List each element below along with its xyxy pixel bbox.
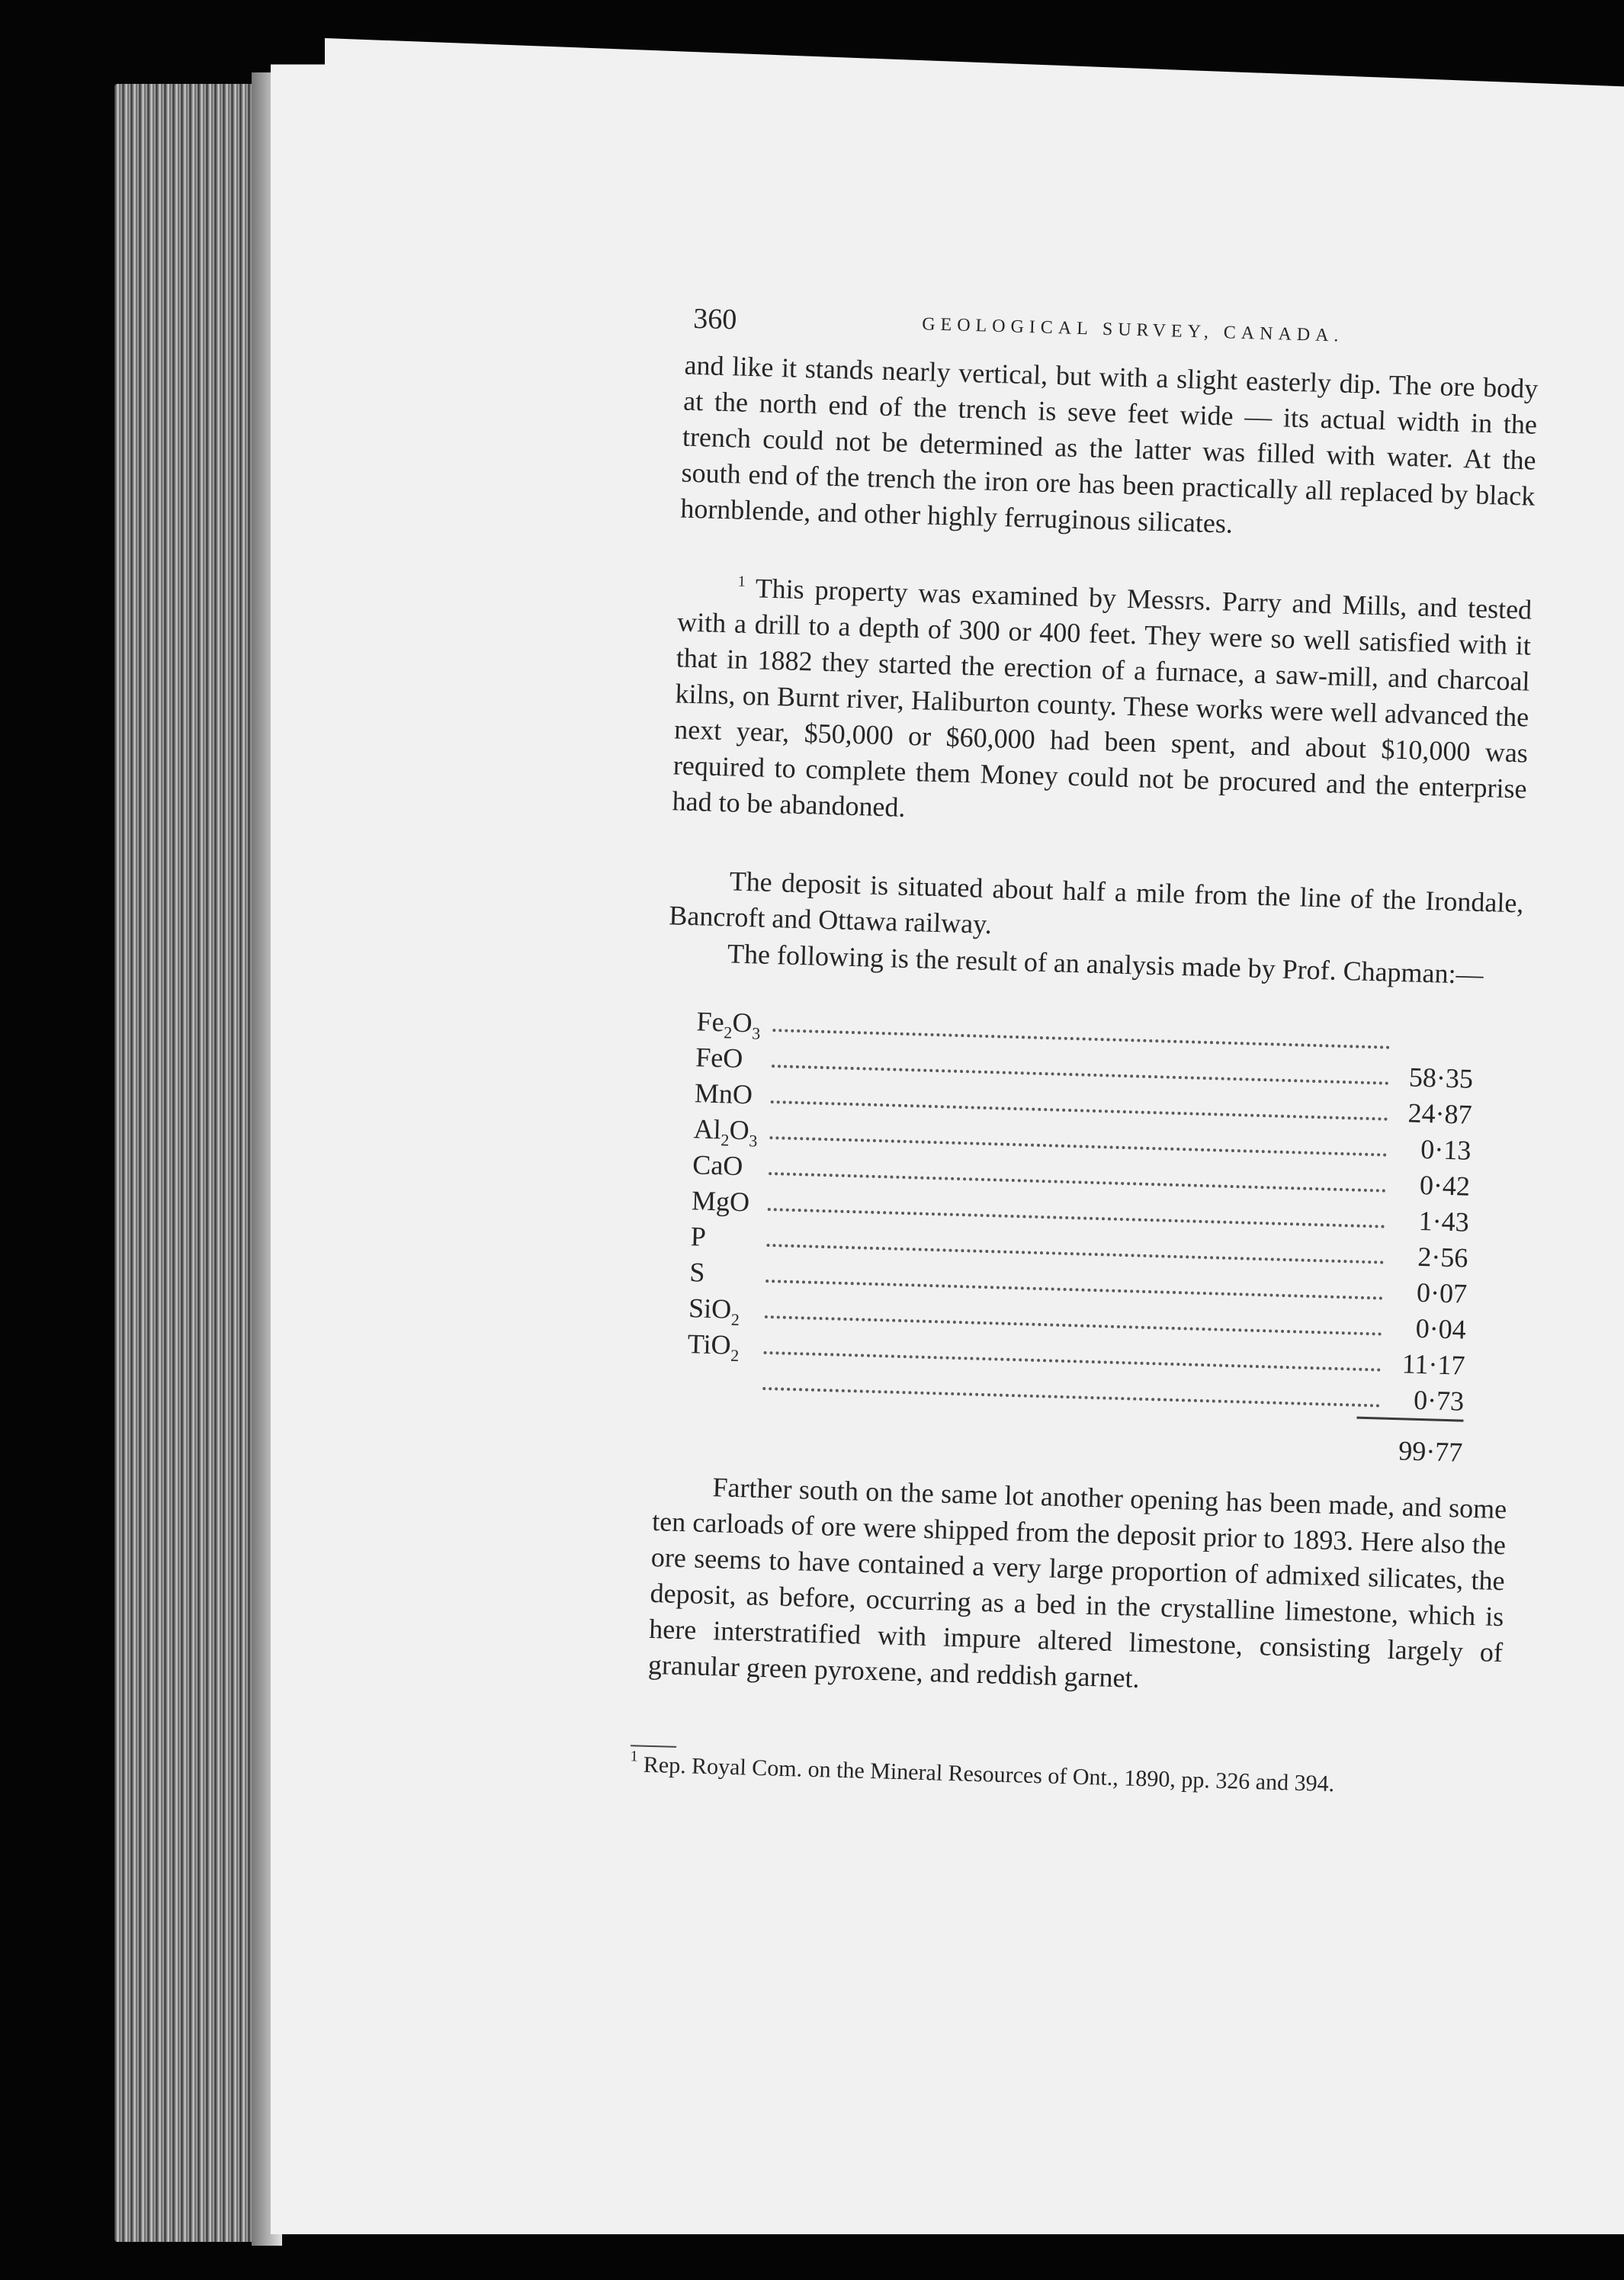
formula-label: [688, 1290, 740, 1331]
formula-part: S: [688, 1257, 706, 1288]
formula-part: 3: [751, 1023, 761, 1043]
formula-part: 3: [748, 1131, 758, 1151]
analysis-table: [685, 1004, 1497, 1481]
paragraph-2-text: This property was examined by Messrs. Parry and Mills, and tested with a drill to a depth of 300 or 400 feet. They were so well satisfied with it that in 1882 they started the erection of a furnace, a saw-mill, and charcoal kilns, on Burnt river, Haliburton county. These works were well advanced the next year, $50,000 or $60,000 had been spent, and about $10,000 was required to complete them Money could not be procured and the enterprise had to be abandoned.: [672, 573, 1533, 823]
formula-part: 2: [730, 1309, 740, 1330]
paragraph-3: The deposit is situated about half a mile from the line of the Irondale, Bancroft and Ottawa railway.: [668, 865, 1524, 940]
footnote-mark: 1: [737, 573, 746, 590]
running-head: GEOLOGICAL SURVEY, CANADA.: [921, 314, 1344, 346]
formula-label: [695, 1039, 743, 1077]
formula-part: CaO: [692, 1149, 743, 1182]
formula-part: Fe: [696, 1006, 725, 1038]
formula-label: [687, 1326, 740, 1366]
analysis-value: 0·04: [1415, 1312, 1467, 1345]
footnote-mark: 1: [630, 1748, 639, 1765]
analysis-value: 2·56: [1417, 1241, 1468, 1273]
analysis-value: 11·17: [1401, 1348, 1465, 1381]
formula-part: MgO: [691, 1185, 750, 1218]
analysis-value: 0·07: [1416, 1276, 1468, 1309]
formula-part: P: [690, 1221, 707, 1252]
analysis-value: 0·73: [1413, 1384, 1465, 1417]
analysis-value: 1·43: [1418, 1205, 1470, 1238]
paragraph-2: [672, 568, 1533, 843]
formula-part: FeO: [695, 1042, 743, 1074]
analysis-value: 0·42: [1419, 1169, 1471, 1202]
formula-part: TiO: [687, 1328, 732, 1360]
formula-part: O: [732, 1007, 753, 1039]
paragraph-5: Farther south on the same lot another opening has been made, and some ten carloads of ore were shipped from the deposit prior to 1893. Here also the ore seems to have contained a very large proportion of admixed silicates, the deposit, as before, occurring as a bed in the crystalline limestone, which is here interstratified with impure altered limestone, consisting largely of granular green pyroxene, and reddish garnet.: [647, 1472, 1507, 1694]
formula-label: [693, 1111, 758, 1151]
formula-part: MnO: [694, 1077, 753, 1110]
formula-label: [691, 1183, 749, 1220]
page-number: 360: [692, 302, 737, 336]
formula-part: 2: [723, 1023, 733, 1042]
footnote-rule: [631, 1745, 676, 1748]
formula-part: O: [729, 1114, 750, 1146]
footnote-text: Rep. Royal Com. on the Mineral Resources of Ont., 1890, pp. 326 and 394.: [643, 1752, 1335, 1797]
analysis-value: 24·87: [1407, 1097, 1473, 1130]
analysis-value: 0·13: [1420, 1133, 1472, 1166]
formula-label: [694, 1075, 753, 1113]
page-text-block: [628, 301, 1555, 1866]
formula-label: [689, 1254, 705, 1291]
formula-label: [692, 1147, 743, 1184]
formula-part: Al: [693, 1113, 722, 1145]
formula-part: 2: [730, 1345, 740, 1366]
analysis-total: 99·77: [1398, 1435, 1463, 1468]
paragraph-4: The following is the result of an analysis made by Prof. Chapman:—: [727, 938, 1484, 991]
formula-label: [696, 1004, 761, 1044]
analysis-value: 58·35: [1408, 1061, 1474, 1094]
formula-part: SiO: [688, 1293, 732, 1325]
formula-label: [690, 1219, 706, 1255]
footnote: [630, 1749, 1500, 1804]
paragraph-1: and like it stands nearly vertical, but with a slight easterly dip. The ore body at the north end of the trench is seve feet wide — its actual width in the trench could not be determined as the latter was filled with water. At the south end of the trench the iron ore has been practically all replaced by black hornblende, and other highly ferruginous silicates.: [679, 349, 1539, 539]
formula-part: 2: [720, 1130, 730, 1150]
